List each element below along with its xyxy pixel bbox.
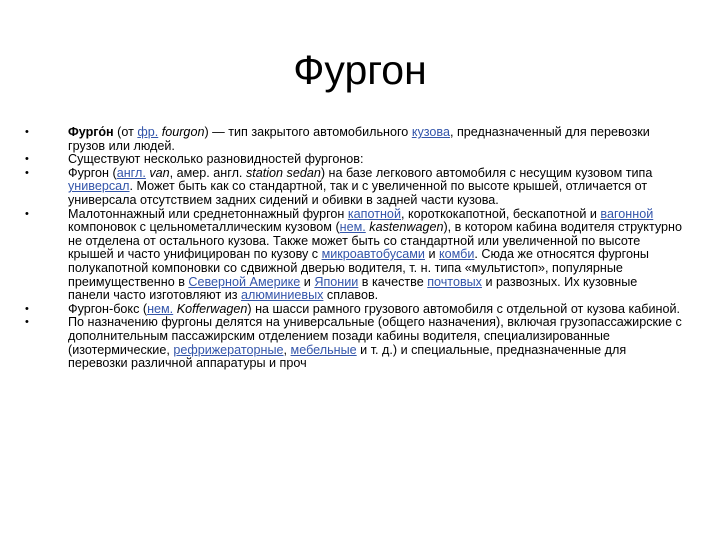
term-italic: van <box>149 165 170 180</box>
text-run: Фургон ( <box>68 165 117 180</box>
text-run: . Может быть как со стандартной, так и с увеличенной по высоте крышей, отличается от универсала отсутствием задних сидений и обивки в задней части кузова. <box>68 179 648 207</box>
text-run: и т. д.) и специальные, предназначенные для перевозки различной аппаратуры и проч <box>68 342 627 371</box>
bullet-item <box>22 153 682 167</box>
term-italic: Kofferwagen <box>176 301 248 316</box>
text-run: и развозных. Их кузовные панели часто изготовляют из <box>68 274 638 303</box>
text-run: Малотоннажный или среднетоннажный фургон <box>68 206 348 221</box>
inline-link[interactable]: комби <box>439 247 475 262</box>
term-italic: station sedan <box>245 165 321 180</box>
text-run: Фургон-бокс ( <box>68 301 148 316</box>
text-run: . Сюда же относятся фургоны полукапотной компоновки со сдвижной дверью водителя, т. н. типа «мультистоп», популярные преимущественно в <box>68 247 649 289</box>
term-bold: Фурго́н <box>68 125 114 139</box>
text-run: ) на базе легкового автомобиля с несущим кузовом типа <box>320 165 653 180</box>
text-run: , амер. англ. <box>169 165 246 180</box>
text-run: компоновок с цельнометаллическим кузовом ( <box>68 220 340 235</box>
bullet-dot-icon: • <box>25 207 29 220</box>
inline-link[interactable]: кузова <box>411 125 450 139</box>
inline-link[interactable]: фр. <box>137 125 159 139</box>
text-run: Существуют несколько разновидностей фургонов: <box>68 152 364 167</box>
text-run: (от <box>113 125 138 139</box>
bullet-list <box>22 126 682 371</box>
bullet-item <box>22 303 682 317</box>
inline-link[interactable]: Северной Америке <box>188 274 301 289</box>
inline-link[interactable]: универсал <box>68 179 130 194</box>
bullet-dot-icon: • <box>25 153 29 166</box>
inline-link[interactable]: Японии <box>314 274 359 289</box>
text-run: в качестве <box>358 274 428 289</box>
bullet-dot-icon: • <box>25 316 29 329</box>
text-run: , <box>283 342 291 357</box>
bullet-dot-icon: • <box>25 166 29 179</box>
term-italic: kastenwagen <box>369 220 444 235</box>
inline-link[interactable]: вагонной <box>600 206 654 221</box>
bullet-item <box>22 126 682 153</box>
bullet-dot-icon: • <box>25 302 29 315</box>
inline-link[interactable]: англ. <box>116 165 146 180</box>
text-run: и <box>424 247 439 262</box>
text-run: , предназначенный для перевозки грузов или людей. <box>68 125 650 153</box>
text-run: По назначению фургоны делятся на универсальные (общего назначения), включая грузопассажирские с дополнительным пассажирским отделением позади кабины водителя, специализированные (изотермические, <box>68 315 682 357</box>
inline-link[interactable]: алюминиевых <box>241 288 324 303</box>
bullet-item <box>22 316 682 370</box>
term-italic: fourgon <box>161 125 205 139</box>
inline-link[interactable]: мебельные <box>290 342 357 357</box>
text-run: ) — тип закрытого автомобильного <box>204 125 412 139</box>
bullet-item <box>22 167 682 208</box>
bullet-item <box>22 208 682 303</box>
inline-link[interactable]: микроавтобусами <box>321 247 425 262</box>
inline-link[interactable]: нем. <box>147 301 174 316</box>
text-run: ), в котором кабина водителя структурно не отделена от остального кузова. Также может быть со стандартной или увеличенной по высоте крышей и часто унифицирован по кузову с <box>68 220 682 262</box>
text-run: и <box>300 274 315 289</box>
bullet-dot-icon: • <box>25 126 29 138</box>
text-run: , короткокапотной, бескапотной и <box>400 206 601 221</box>
inline-link[interactable]: нем. <box>339 220 366 235</box>
slide-title: Фургон <box>293 47 427 93</box>
inline-link[interactable]: почтовых <box>427 274 482 289</box>
text-run: ) на шасси рамного грузового автомобиля с отдельной от кузова кабиной. <box>247 301 680 316</box>
inline-link[interactable]: капотной <box>347 206 401 221</box>
text-run: сплавов. <box>323 288 379 303</box>
inline-link[interactable]: рефрижераторные <box>173 342 284 357</box>
